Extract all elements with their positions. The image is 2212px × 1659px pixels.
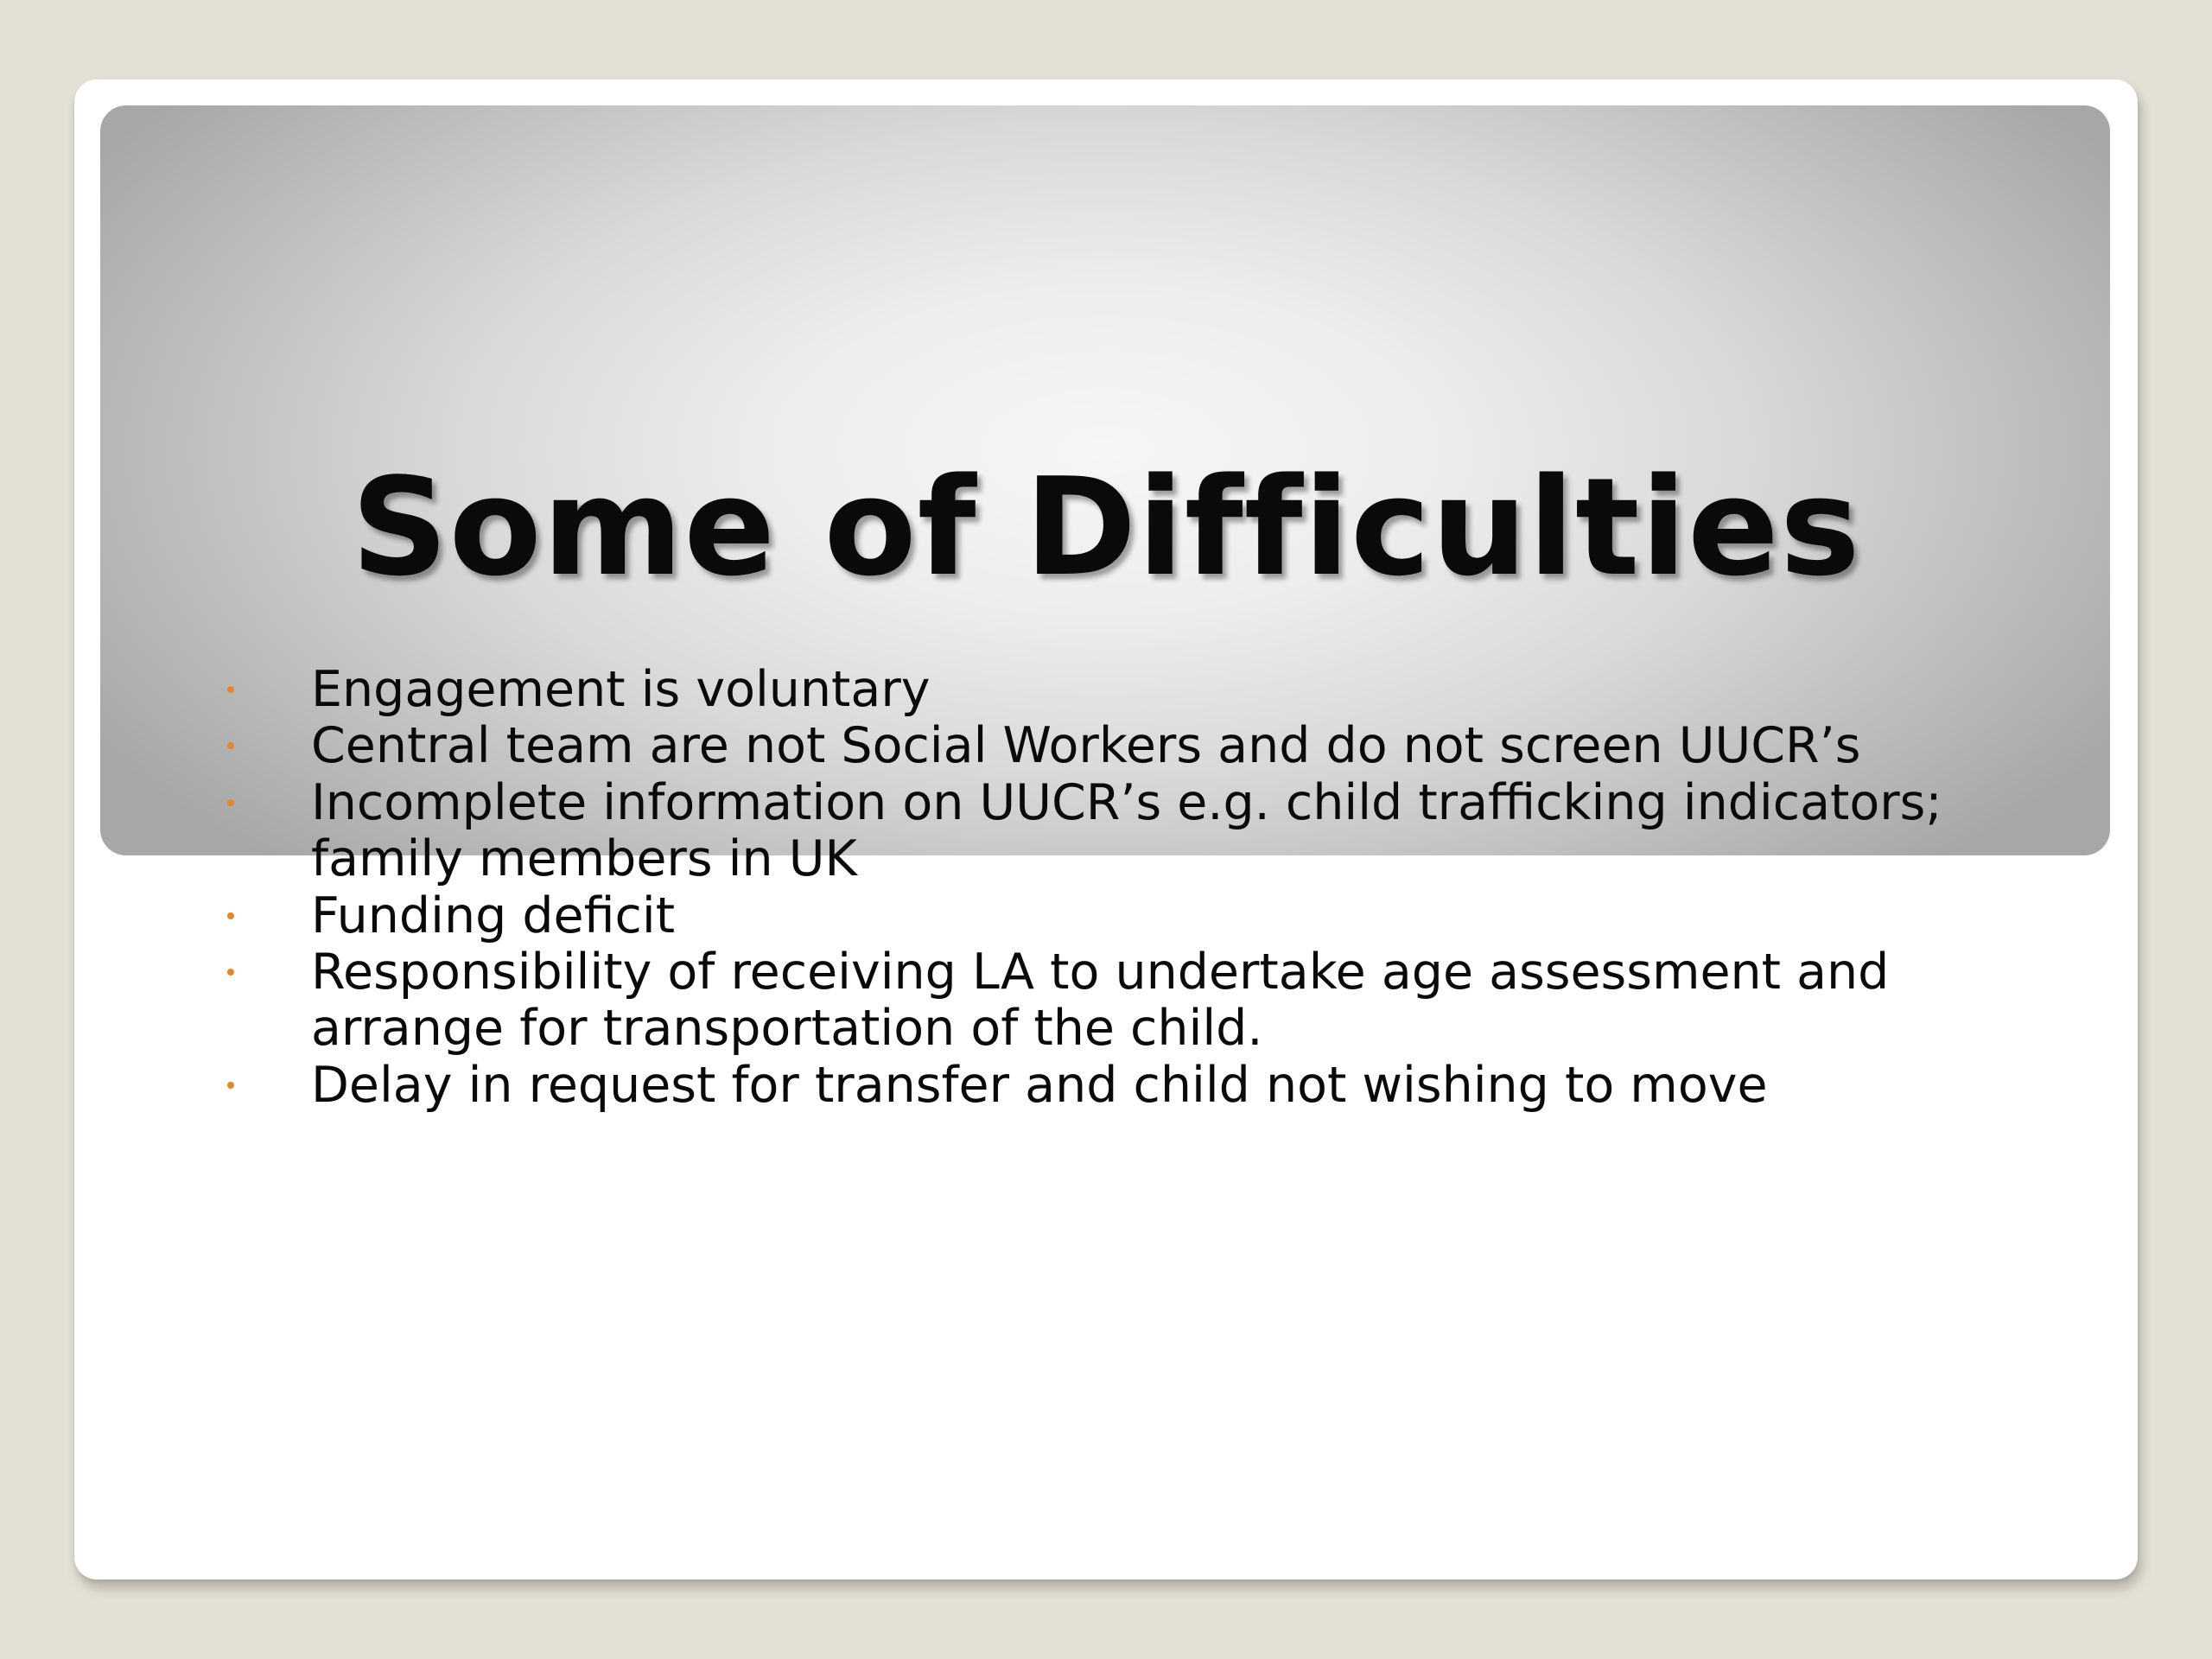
bullet-text: Funding deficit <box>311 887 676 944</box>
slide-title: Some of Difficulties <box>351 448 1861 606</box>
bullet-text: Responsibility of receiving LA to undertake age assessment and arrange for transportation of the child. <box>311 944 1890 1058</box>
bullet-list <box>74 662 2138 1114</box>
bullet-text: Engagement is voluntary <box>311 661 931 718</box>
bullet-item <box>74 944 2138 1058</box>
bullet-text: Incomplete information on UUCR’s e.g. child trafficking indicators; family members in UK <box>311 773 1942 888</box>
bullet-dot-icon <box>227 969 234 976</box>
bullet-dot-icon <box>227 686 234 693</box>
bullet-text: Delay in request for transfer and child not wishing to move <box>311 1056 1768 1114</box>
bullet-dot-icon <box>227 799 234 806</box>
slide-frame <box>74 79 2138 1580</box>
bullet-item <box>74 662 2138 718</box>
bullet-item <box>74 718 2138 774</box>
bullet-item <box>74 1058 2138 1114</box>
bullet-item <box>74 888 2138 944</box>
bullet-item <box>74 775 2138 888</box>
bullet-dot-icon <box>227 742 234 749</box>
bullet-text: Central team are not Social Workers and do not screen UUCR’s <box>311 717 1861 775</box>
bullet-dot-icon <box>227 1082 234 1089</box>
bullet-dot-icon <box>227 912 234 919</box>
